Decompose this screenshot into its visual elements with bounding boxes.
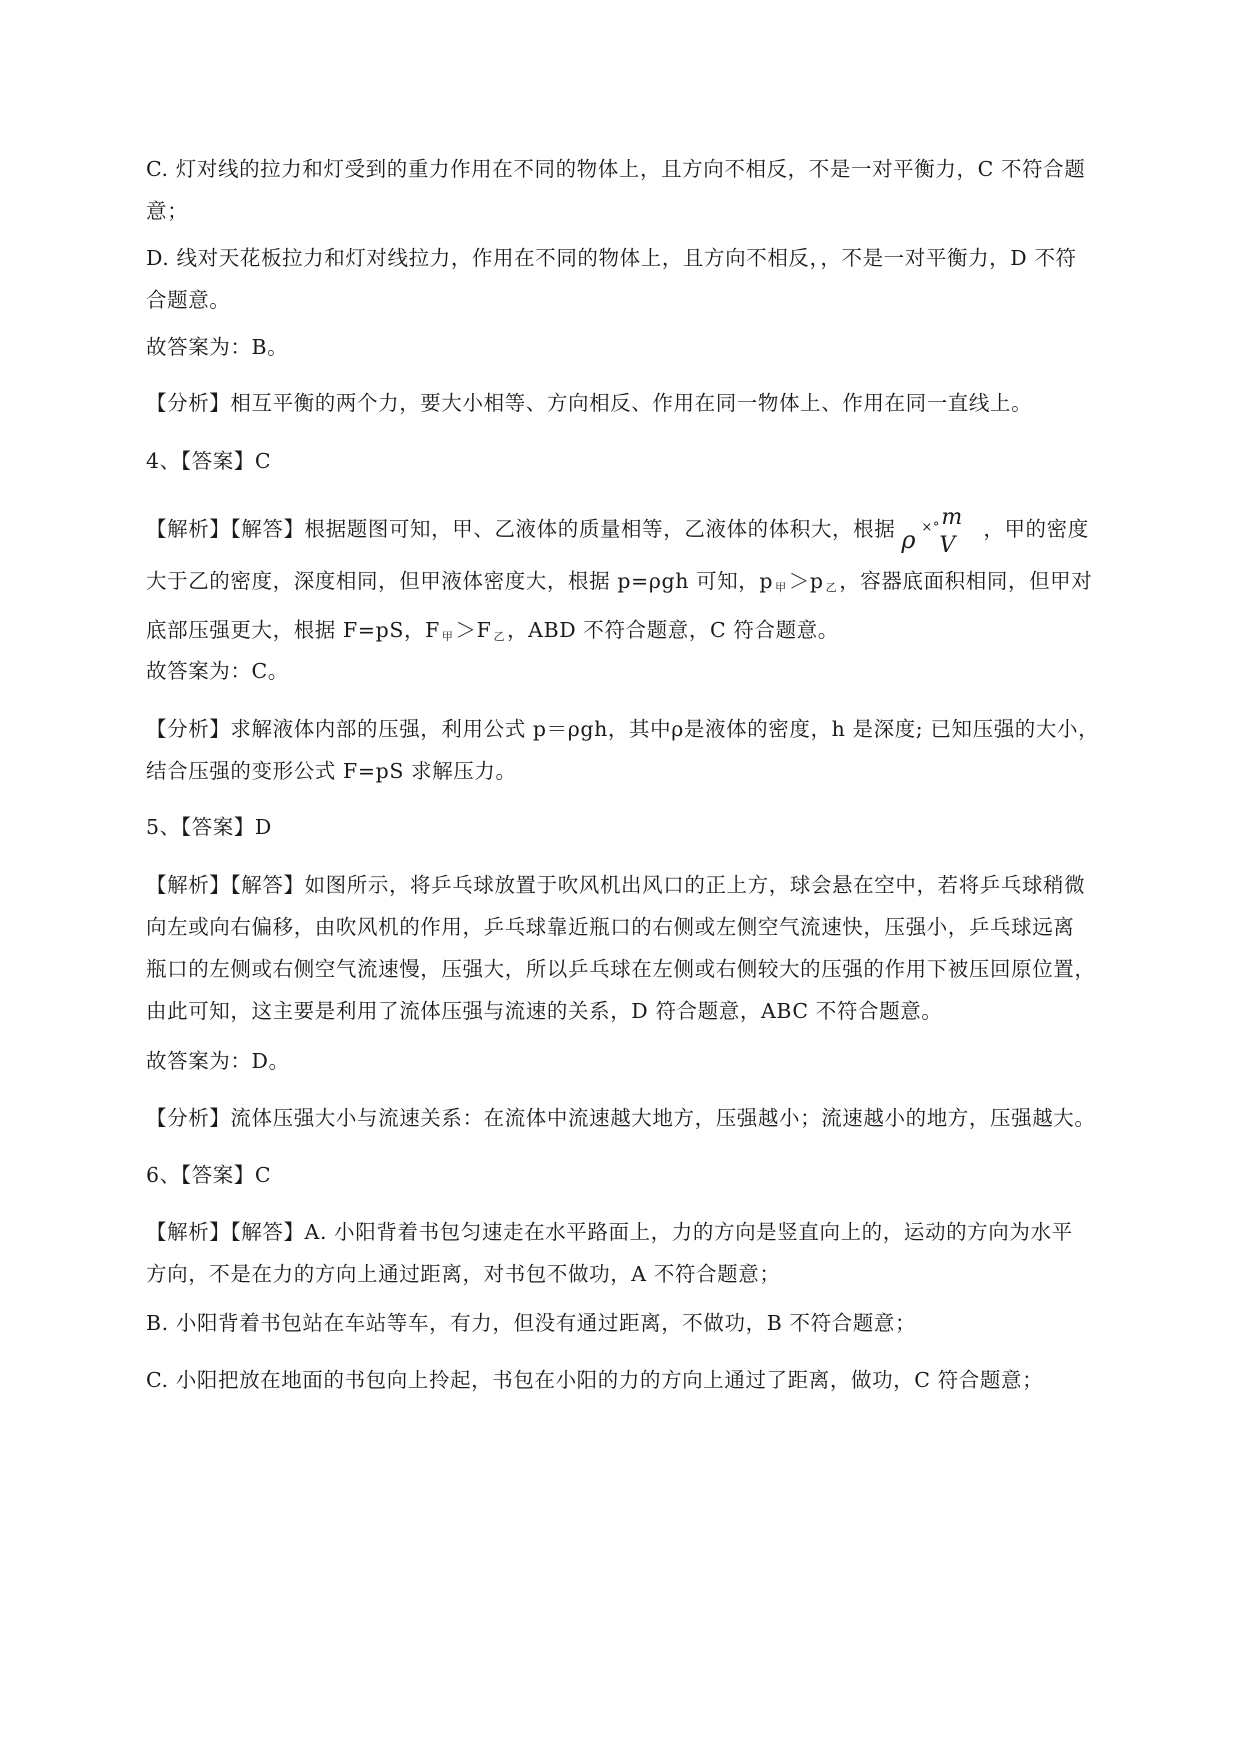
text-span: ＞F xyxy=(455,618,492,642)
text-line: D. 线对天花板拉力和灯对线拉力，作用在不同的物体上，且方向不相反，，不是一对平衡力，D 不符 xyxy=(146,246,1077,270)
text-line xyxy=(146,560,1106,609)
question-4-final: 故答案为：C。 xyxy=(146,659,289,683)
text-span: 大于乙的密度，深度相同，但甲液体密度大，根据 p=ρgh 可知，p xyxy=(146,569,774,593)
text-line: 【解析】【解答】A. 小阳背着书包匀速走在水平路面上，力的方向是竖直向上的，运动的方向为水平 xyxy=(146,1220,1073,1244)
formula-denominator: V xyxy=(939,532,956,558)
formula-rho: ρ xyxy=(901,525,917,554)
text-line xyxy=(146,504,1106,558)
text-line: 由此可知，这主要是利用了流体压强与流速的关系，D 符合题意，ABC 不符合题意。 xyxy=(146,999,943,1023)
question-4-solution xyxy=(146,504,1106,558)
option-b-paragraph: B. 小阳背着书包站在车站等车，有力，但没有通过距离，不做功，B 不符合题意； xyxy=(146,1311,917,1335)
text-line: 合题意。 xyxy=(146,288,231,312)
question-5-analysis: 【分析】流体压强大小与流速关系：在流体中流速越大地方，压强越小；流速越小的地方，压强越大。 xyxy=(146,1106,1096,1130)
density-formula xyxy=(901,504,973,558)
text-line: 意； xyxy=(146,199,189,223)
question-5-answer: 5、【答案】D xyxy=(146,815,272,839)
subscript: 甲 xyxy=(441,630,454,643)
text-span: ，容器底面积相同，但甲对 xyxy=(839,569,1093,593)
option-c-paragraph-q6: C. 小阳把放在地面的书包向上拎起，书包在小阳的力的方向上通过了距离，做功，C 符合题意； xyxy=(146,1368,1044,1392)
text-line: C. 灯对线的拉力和灯受到的重力作用在不同的物体上，且方向不相反，不是一对平衡力，C 不符合题 xyxy=(146,157,1086,181)
question-6-answer: 6、【答案】C xyxy=(146,1163,272,1187)
question-4-answer: 4、【答案】C xyxy=(146,449,272,473)
question-4-solution-cont xyxy=(146,560,1106,658)
question-4-analysis xyxy=(146,708,1106,792)
text-span: ＞p xyxy=(788,569,824,593)
subscript: 乙 xyxy=(493,630,506,643)
text-line: 方向，不是在力的方向上通过距离，对书包不做功，A 不符合题意； xyxy=(146,1262,781,1286)
text-span: 【解析】【解答】根据题图可知，甲、乙液体的质量相等，乙液体的体积大，根据 xyxy=(146,517,896,541)
text-line: 向左或向右偏移，由吹风机的作用，乒乓球靠近瓶口的右侧或左侧空气流速快，压强小，乒乓球远离 xyxy=(146,915,1075,939)
formula-numerator: m xyxy=(941,504,963,530)
text-line: 【解析】【解答】如图所示，将乒乓球放置于吹风机出风口的正上方，球会悬在空中，若将乒乓球稍微 xyxy=(146,873,1086,897)
question-5-final: 故答案为：D。 xyxy=(146,1049,290,1073)
text-span: 底部压强更大，根据 F=pS，F xyxy=(146,618,440,642)
text-line: 瓶口的左侧或右侧空气流速慢，压强大，所以乒乓球在左侧或右侧较大的压强的作用下被压回原位置， xyxy=(146,957,1096,981)
answer-line: 故答案为：B。 xyxy=(146,335,289,359)
text-span: ，ABD 不符合题意，C 符合题意。 xyxy=(507,618,839,642)
formula-eq: ×° xyxy=(921,519,940,535)
option-d-paragraph xyxy=(146,237,1106,321)
question-5-solution xyxy=(146,864,1106,1032)
question-6-solution xyxy=(146,1211,1106,1295)
option-c-paragraph xyxy=(146,148,1106,232)
text-line: 【分析】求解液体内部的压强，利用公式 p＝ρgh，其中ρ是液体的密度，h 是深度; 已知压强的大小， xyxy=(146,717,1100,741)
text-span: ，甲的密度 xyxy=(983,517,1089,541)
subscript: 甲 xyxy=(775,581,787,594)
text-line: 结合压强的变形公式 F=pS 求解压力。 xyxy=(146,759,517,783)
subscript: 乙 xyxy=(825,581,838,594)
analysis-paragraph: 【分析】相互平衡的两个力，要大小相等、方向相反、作用在同一物体上、作用在同一直线上。 xyxy=(146,391,1033,415)
